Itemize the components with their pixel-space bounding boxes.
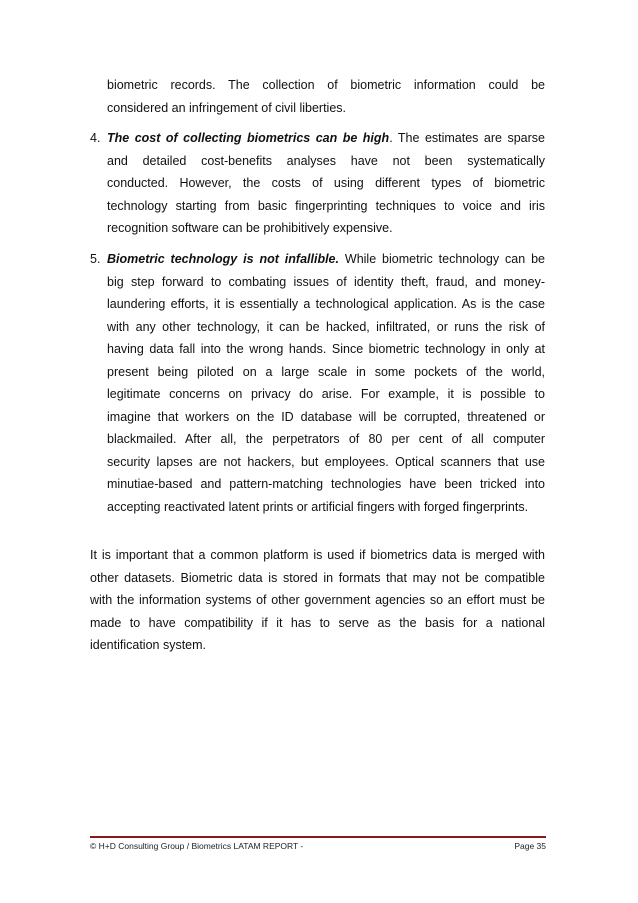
list-item-4 <box>90 127 545 240</box>
text-line: laundering efforts, it is essentially a technological application. As is the case <box>107 297 545 311</box>
text-line: having data fall into the wrong hands. Since biometric technology in only at <box>107 342 545 356</box>
text-line: made to have compatibility if it has to serve as the basis for a national <box>90 615 545 630</box>
text-line: accepting reactivated latent prints or artificial fingers with forged fingerprints. <box>107 499 529 514</box>
text-line: technology starting from basic fingerprinting techniques to voice and iris <box>107 198 545 213</box>
text-line: biometric records. The collection of biometric information could be <box>107 78 545 92</box>
text-line: conducted. However, the costs of using different types of biometric <box>107 176 545 190</box>
list-item-5 <box>90 248 545 518</box>
footer-credit: © H+D Consulting Group / Biometrics LATAM REPORT - <box>90 841 304 851</box>
list-item-lead: The cost of collecting biometrics can be high <box>107 131 390 145</box>
list-item-lead: Biometric technology is not infallible. <box>107 252 339 266</box>
text-line: identification system. <box>90 638 207 652</box>
text-line: security lapses are not hackers, but employees. Optical scanners that use <box>107 454 545 469</box>
text-line: other datasets. Biometric data is stored in formats that may not be compatible <box>90 570 545 585</box>
text-line: legitimate concerns on privacy do arise. For example, it is possible to <box>107 387 545 401</box>
list-item-body <box>107 248 545 518</box>
text-line: big step forward to combating issues of identity theft, fraud, and money- <box>107 274 545 289</box>
text-line <box>107 248 545 271</box>
text-line: considered an infringement of civil liberties. <box>107 100 347 115</box>
continuation-paragraph <box>107 74 545 119</box>
text-line <box>107 127 545 150</box>
list-number: 5. <box>90 252 101 266</box>
closing-paragraph <box>90 544 545 657</box>
list-item-body <box>107 127 545 240</box>
text-line: minutiae-based and pattern-matching technologies have been tricked into <box>107 477 545 491</box>
list-number: 4. <box>90 131 101 145</box>
text-line: blackmailed. After all, the perpetrators of 80 per cent of all computer <box>107 432 545 446</box>
footer-rule <box>90 836 546 838</box>
text-run: . The estimates are sparse <box>389 131 545 145</box>
text-line: with any other technology, it can be hacked, infiltrated, or runs the risk of <box>107 319 545 334</box>
page-number: Page 35 <box>514 841 546 851</box>
text-line: present being piloted on a large scale in some pockets of the world, <box>107 364 545 379</box>
text-line: It is important that a common platform is used if biometrics data is merged with <box>90 548 545 562</box>
text-line: recognition software can be prohibitively expensive. <box>107 221 393 235</box>
text-line: with the information systems of other government agencies so an effort must be <box>90 593 545 607</box>
text-run: While biometric technology can be <box>338 252 545 266</box>
text-line: imagine that workers on the ID database will be corrupted, threatened or <box>107 409 545 424</box>
text-line: and detailed cost-benefits analyses have not been systematically <box>107 153 545 168</box>
